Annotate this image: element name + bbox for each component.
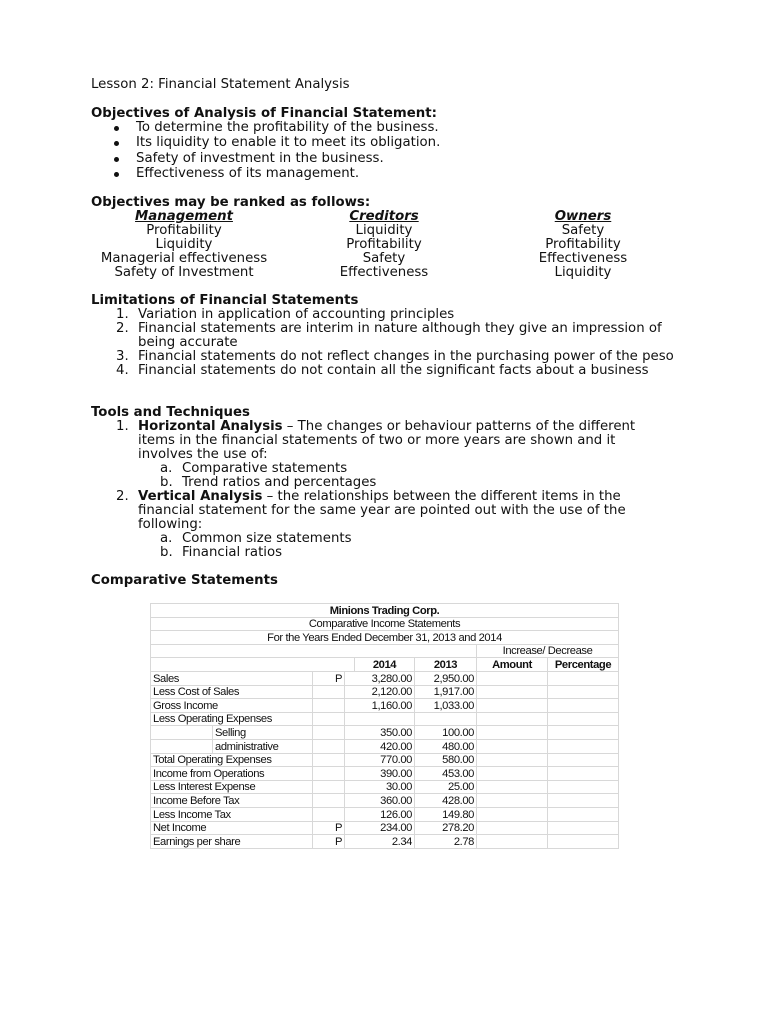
list-item: a. Common size statements [160,531,352,546]
value-2013: 2,950.00 [415,671,477,685]
list-item: Effectiveness [339,265,429,280]
list-item-horizontal-analysis: 1. Horizontal Analysis – The changes or behaviour patterns of the different items in the financial statements of two or more years are shown and it involves the use of: a. Comparative statements b. Trend ratios and percentages [116,420,656,490]
column-header: Owners [554,209,612,224]
table-row [151,699,619,713]
row-label: Sales [151,671,313,685]
percentage-cell [548,671,619,685]
peso-sign [313,685,345,699]
list-item: 1. Variation in application of accounting principles [116,307,455,322]
peso-sign [313,726,345,740]
list-item: Safety [561,223,605,238]
ranking-column-management [92,210,276,280]
percentage-cell [548,767,619,781]
list-item: Liquidity [155,237,213,252]
row-label: Less Interest Expense [151,780,313,794]
value-2013: 1,033.00 [415,699,477,713]
list-item: Profitability [346,237,422,252]
percentage-header: Percentage [548,658,619,672]
column-header: Management [135,209,233,224]
row-label: Total Operating Expenses [151,753,313,767]
list-item: b. Trend ratios and percentages [160,475,377,490]
peso-sign [313,794,345,808]
peso-sign [313,780,345,794]
table-row [151,835,619,849]
table-row [151,726,619,740]
table-row [151,753,619,767]
percentage-cell [548,699,619,713]
amount-cell [477,821,548,835]
list-item: Its liquidity to enable it to meet its obligation. [112,136,440,151]
value-2014: 1,160.00 [355,699,415,713]
year-2014-header: 2014 [355,658,415,672]
vertical-sub-list [138,532,656,560]
peso-sign: P [313,821,345,835]
objectives-heading: Objectives of Analysis of Financial Statement: [91,106,437,121]
table-row [151,671,619,685]
value-2013: 149.80 [415,807,477,821]
list-item: To determine the profitability of the business. [112,121,440,136]
ranking-column-creditors [314,210,454,280]
row-label: Earnings per share [151,835,313,849]
table-row [151,767,619,781]
row-label: Less Income Tax [151,807,313,821]
value-2014: 770.00 [355,753,415,767]
statement-period: For the Years Ended December 31, 2013 and 2014 [151,631,619,645]
value-2013: 1,917.00 [415,685,477,699]
tools-list [116,420,656,560]
peso-sign [313,712,345,726]
list-item: Effectiveness [538,251,628,266]
value-2014: 3,280.00 [355,671,415,685]
peso-sign: P [313,671,345,685]
value-2013: 580.00 [415,753,477,767]
percentage-cell [548,835,619,849]
amount-cell [477,794,548,808]
value-2013 [415,712,477,726]
value-2014: 420.00 [355,739,415,753]
list-item: a. Comparative statements [160,461,348,476]
value-2013: 100.00 [415,726,477,740]
row-label: Less Cost of Sales [151,685,313,699]
peso-sign [313,767,345,781]
table-row [151,807,619,821]
amount-cell [477,712,548,726]
statement-title: Comparative Income Statements [151,617,619,631]
peso-sign [313,807,345,821]
ranking-column-owners [520,210,646,280]
value-2013: 428.00 [415,794,477,808]
amount-cell [477,753,548,767]
amount-cell [477,685,548,699]
value-2014 [355,712,415,726]
value-2014: 2.34 [355,835,415,849]
limitations-heading: Limitations of Financial Statements [91,293,359,308]
list-item: Safety of investment in the business. [112,152,440,167]
value-2014: 2,120.00 [355,685,415,699]
table-row [151,821,619,835]
value-2013: 453.00 [415,767,477,781]
amount-cell [477,807,548,821]
list-item: Effectiveness of its management. [112,167,440,182]
objectives-list [112,121,440,182]
value-2013: 25.00 [415,780,477,794]
value-2013: 278.20 [415,821,477,835]
comparative-income-statement [150,603,618,849]
amount-cell [477,780,548,794]
list-item: Safety of Investment [114,265,254,280]
list-item: Liquidity [554,265,612,280]
percentage-cell [548,821,619,835]
list-item-vertical-analysis: 2. Vertical Analysis – the relationships between the different items in the financial statement for the same year are pointed out with the use of the following: a. Common size statements b. Financial ratios [116,490,656,560]
peso-sign: P [313,835,345,849]
amount-cell [477,699,548,713]
amount-cell [477,671,548,685]
row-label: Gross Income [151,699,313,713]
list-item: Managerial effectiveness [100,251,268,266]
tools-heading: Tools and Techniques [91,405,250,420]
table-row [151,712,619,726]
value-2013: 2.78 [415,835,477,849]
table-row [151,739,619,753]
row-label: Income from Operations [151,767,313,781]
peso-sign [313,699,345,713]
value-2014: 126.00 [355,807,415,821]
amount-header: Amount [477,658,548,672]
lesson-title: Lesson 2: Financial Statement Analysis [91,77,350,92]
percentage-cell [548,685,619,699]
percentage-cell [548,780,619,794]
amount-cell [477,835,548,849]
row-label: Less Operating Expenses [151,712,313,726]
amount-cell [477,767,548,781]
percentage-cell [548,712,619,726]
row-label: Selling [213,726,313,740]
row-label: administrative [213,739,313,753]
list-item: 4. Financial statements do not contain all the significant facts about a business [116,363,649,378]
increase-decrease-header: Increase/ Decrease [477,644,619,658]
list-item: Liquidity [355,223,413,238]
percentage-cell [548,794,619,808]
row-label: Income Before Tax [151,794,313,808]
table-row [151,780,619,794]
percentage-cell [548,739,619,753]
list-item: Safety [362,251,406,266]
list-item: 3. Financial statements do not reflect changes in the purchasing power of the peso [116,349,674,364]
limitations-list [116,308,676,378]
table-row [151,794,619,808]
ranking-heading: Objectives may be ranked as follows: [91,195,371,210]
percentage-cell [548,807,619,821]
horizontal-sub-list [138,462,656,490]
list-item: b. Financial ratios [160,545,283,560]
company-name: Minions Trading Corp. [151,604,619,618]
amount-cell [477,726,548,740]
list-item: Profitability [545,237,621,252]
list-item: 2. Financial statements are interim in nature although they give an impression of being accurate [116,321,662,350]
value-2014: 30.00 [355,780,415,794]
row-label: Net Income [151,821,313,835]
value-2013: 480.00 [415,739,477,753]
table-row [151,685,619,699]
column-header: Creditors [349,209,419,224]
value-2014: 360.00 [355,794,415,808]
peso-sign [313,753,345,767]
value-2014: 234.00 [355,821,415,835]
year-2013-header: 2013 [415,658,477,672]
comparative-heading: Comparative Statements [91,573,278,588]
percentage-cell [548,726,619,740]
list-item: Profitability [146,223,222,238]
amount-cell [477,739,548,753]
percentage-cell [548,753,619,767]
value-2014: 390.00 [355,767,415,781]
value-2014: 350.00 [355,726,415,740]
peso-sign [313,739,345,753]
